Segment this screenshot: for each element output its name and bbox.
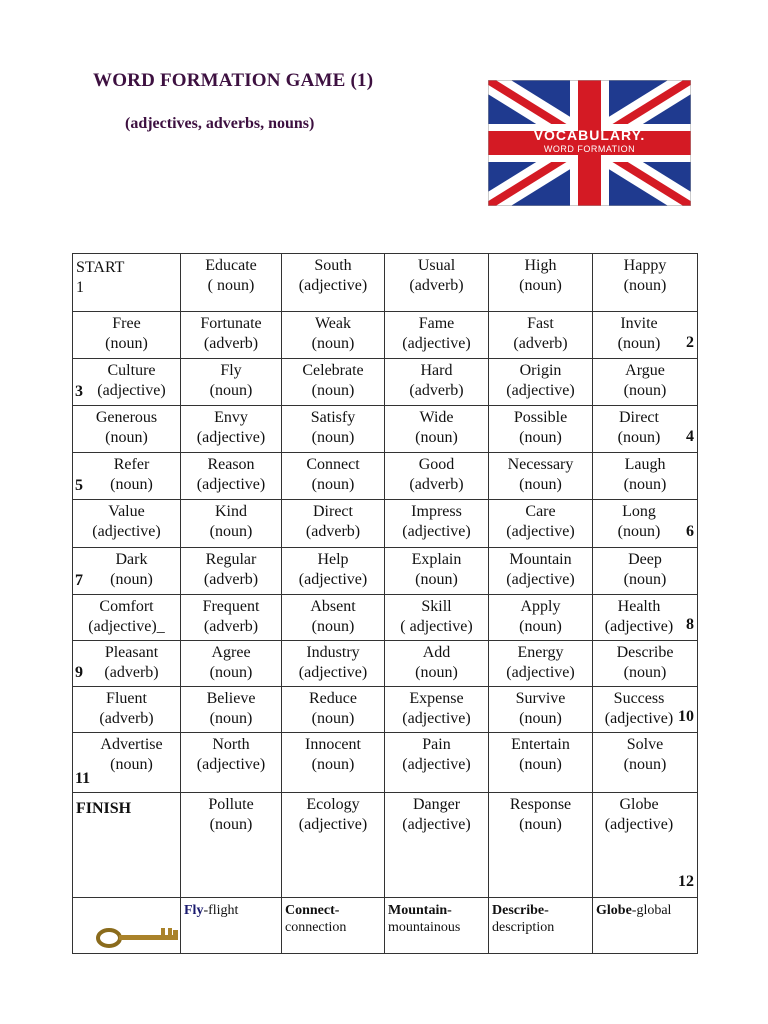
board-square bbox=[385, 254, 489, 312]
board-square bbox=[282, 254, 385, 312]
board-square bbox=[282, 687, 385, 733]
board-square bbox=[181, 500, 282, 548]
square-word: Entertain bbox=[511, 736, 570, 753]
square-word: Envy bbox=[214, 409, 248, 426]
square-part-of-speech: (adjective) bbox=[298, 277, 368, 294]
square-part-of-speech: (noun) bbox=[519, 476, 562, 493]
start-label: START bbox=[76, 259, 125, 276]
square-part-of-speech: (adverb) bbox=[513, 335, 568, 352]
board-square bbox=[73, 548, 181, 595]
square-word: North bbox=[212, 736, 250, 753]
square-part-of-speech: (noun) bbox=[519, 429, 562, 446]
square-part-of-speech: (noun) bbox=[311, 382, 355, 399]
square-part-of-speech: (adjective) bbox=[298, 571, 368, 588]
answer-base-word: Connect- bbox=[285, 903, 340, 918]
square-part-of-speech: (noun) bbox=[105, 335, 148, 352]
square-word: Energy bbox=[517, 644, 564, 661]
square-part-of-speech: (noun) bbox=[311, 756, 355, 773]
square-part-of-speech: (adjective) bbox=[604, 816, 674, 833]
square-word: Laugh bbox=[624, 456, 666, 473]
board-square bbox=[282, 595, 385, 641]
board-row bbox=[73, 641, 698, 687]
square-part-of-speech: (adjective) bbox=[506, 382, 575, 399]
board-square bbox=[593, 733, 698, 793]
square-part-of-speech: (noun) bbox=[105, 429, 148, 446]
board-square bbox=[282, 500, 385, 548]
board-row bbox=[73, 254, 698, 312]
square-part-of-speech: (noun) bbox=[110, 476, 153, 493]
answer-base-word: Describe- bbox=[492, 903, 549, 918]
board-square bbox=[489, 548, 593, 595]
square-part-of-speech: (noun) bbox=[110, 756, 153, 773]
square-number: 1 bbox=[76, 279, 84, 296]
square-part-of-speech: (noun) bbox=[623, 756, 667, 773]
square-part-of-speech: (adverb) bbox=[409, 476, 464, 493]
square-part-of-speech: (noun) bbox=[209, 523, 253, 540]
board-square bbox=[593, 641, 698, 687]
square-word: Ecology bbox=[306, 796, 360, 813]
square-part-of-speech: (noun) bbox=[209, 664, 253, 681]
board-square bbox=[489, 453, 593, 500]
board-square bbox=[181, 687, 282, 733]
square-part-of-speech: (noun) bbox=[617, 335, 661, 352]
answer-base-word: Mountain- bbox=[388, 903, 452, 918]
board-square bbox=[282, 312, 385, 359]
square-number: 9 bbox=[75, 664, 83, 681]
square-word: Long bbox=[622, 503, 656, 520]
board-square bbox=[282, 548, 385, 595]
square-word: Globe bbox=[619, 796, 659, 813]
key-icon bbox=[95, 921, 181, 951]
board-square bbox=[73, 595, 181, 641]
square-part-of-speech: (noun) bbox=[311, 335, 355, 352]
square-word: Skill bbox=[421, 598, 452, 615]
answer-square bbox=[385, 898, 489, 954]
board-square bbox=[489, 406, 593, 453]
board-square bbox=[385, 406, 489, 453]
square-part-of-speech: (noun) bbox=[617, 523, 661, 540]
board-row bbox=[73, 595, 698, 641]
square-part-of-speech: ( noun) bbox=[207, 277, 255, 294]
square-part-of-speech: (adverb) bbox=[409, 277, 464, 294]
board-square bbox=[489, 793, 593, 898]
square-number: 11 bbox=[75, 770, 91, 787]
square-word: Argue bbox=[625, 362, 665, 379]
square-part-of-speech: (noun) bbox=[623, 382, 667, 399]
square-word: South bbox=[314, 257, 352, 274]
key-square bbox=[73, 898, 181, 954]
square-word: Necessary bbox=[507, 456, 574, 473]
square-word: Free bbox=[112, 315, 141, 332]
board-square bbox=[385, 453, 489, 500]
square-word: Weak bbox=[314, 315, 352, 332]
page-subtitle: (adjectives, adverbs, nouns) bbox=[125, 115, 315, 132]
square-word: Satisfy bbox=[310, 409, 356, 426]
square-part-of-speech: (noun) bbox=[311, 618, 355, 635]
answer-derived-word: -global bbox=[631, 903, 672, 918]
square-part-of-speech: (adverb) bbox=[203, 618, 259, 635]
square-part-of-speech: (adjective) bbox=[97, 382, 166, 399]
board-square bbox=[385, 359, 489, 406]
board-square bbox=[593, 500, 698, 548]
board-square bbox=[181, 595, 282, 641]
square-word: Mountain bbox=[509, 551, 572, 568]
board-square bbox=[385, 641, 489, 687]
square-word: Comfort bbox=[99, 598, 154, 615]
square-word: Agree bbox=[211, 644, 251, 661]
board-square bbox=[489, 733, 593, 793]
game-board bbox=[72, 253, 698, 954]
square-number: 7 bbox=[75, 572, 83, 589]
board-square bbox=[593, 548, 698, 595]
square-word: Good bbox=[418, 456, 455, 473]
flag-subtitle: WORD FORMATION bbox=[543, 144, 636, 154]
square-part-of-speech: (adverb) bbox=[305, 523, 361, 540]
board-square bbox=[181, 254, 282, 312]
square-number: 6 bbox=[686, 523, 694, 540]
board-square bbox=[385, 595, 489, 641]
board-square bbox=[593, 254, 698, 312]
board-square bbox=[489, 500, 593, 548]
square-part-of-speech: (noun) bbox=[110, 571, 153, 588]
answer-derived-word: -flight bbox=[203, 903, 239, 918]
union-jack-flag-icon bbox=[488, 80, 691, 206]
square-part-of-speech: (noun) bbox=[623, 664, 667, 681]
board-square bbox=[181, 406, 282, 453]
square-part-of-speech: (adverb) bbox=[203, 335, 259, 352]
page-title: WORD FORMATION GAME (1) bbox=[93, 70, 374, 91]
square-part-of-speech: (noun) bbox=[415, 664, 458, 681]
square-word: Pollute bbox=[208, 796, 254, 813]
board-square bbox=[593, 312, 698, 359]
square-word: Generous bbox=[95, 409, 158, 426]
finish-square bbox=[73, 793, 181, 898]
square-part-of-speech: (adjective) bbox=[196, 476, 266, 493]
square-word: Value bbox=[108, 503, 145, 520]
square-word: Absent bbox=[310, 598, 356, 615]
board-square bbox=[385, 548, 489, 595]
square-word: Fortunate bbox=[200, 315, 262, 332]
board-square bbox=[593, 793, 698, 898]
square-part-of-speech: (adjective) bbox=[298, 664, 368, 681]
square-part-of-speech: (noun) bbox=[519, 710, 562, 727]
board-square bbox=[489, 595, 593, 641]
board-row bbox=[73, 312, 698, 359]
square-word: Hard bbox=[420, 362, 453, 379]
square-part-of-speech: (adjective) bbox=[506, 664, 575, 681]
square-number: 5 bbox=[75, 477, 83, 494]
square-word: Solve bbox=[626, 736, 664, 753]
square-part-of-speech: (adverb) bbox=[104, 664, 159, 681]
answer-derived-word: mountainous bbox=[388, 920, 461, 935]
square-part-of-speech: (noun) bbox=[209, 816, 253, 833]
square-word: Pain bbox=[422, 736, 451, 753]
square-word: Frequent bbox=[202, 598, 260, 615]
start-square bbox=[73, 254, 181, 312]
board-square bbox=[385, 312, 489, 359]
board-row bbox=[73, 733, 698, 793]
square-word: Believe bbox=[206, 690, 256, 707]
board-square bbox=[593, 359, 698, 406]
square-word: Health bbox=[617, 598, 661, 615]
board-square bbox=[489, 359, 593, 406]
board-row bbox=[73, 359, 698, 406]
union-jack-vocabulary-banner bbox=[488, 80, 691, 206]
square-part-of-speech: (adverb) bbox=[409, 382, 464, 399]
square-word: Expense bbox=[409, 690, 464, 707]
square-word: Danger bbox=[412, 796, 461, 813]
board-square bbox=[181, 453, 282, 500]
square-word: Wide bbox=[419, 409, 454, 426]
square-word: Origin bbox=[519, 362, 562, 379]
square-part-of-speech: (adjective) bbox=[298, 816, 368, 833]
square-word: Invite bbox=[620, 315, 658, 332]
square-part-of-speech: (noun) bbox=[311, 710, 355, 727]
board-square bbox=[385, 733, 489, 793]
board-square bbox=[181, 641, 282, 687]
board-square bbox=[181, 733, 282, 793]
board-square bbox=[489, 254, 593, 312]
square-word: Direct bbox=[313, 503, 353, 520]
board-square bbox=[593, 406, 698, 453]
square-part-of-speech: (noun) bbox=[209, 382, 253, 399]
board-square bbox=[181, 548, 282, 595]
square-word: Fame bbox=[418, 315, 455, 332]
square-part-of-speech: (adjective)_ bbox=[88, 618, 165, 635]
board-square bbox=[73, 641, 181, 687]
answer-square bbox=[282, 898, 385, 954]
square-word: Refer bbox=[113, 456, 150, 473]
square-word: Pleasant bbox=[104, 644, 159, 661]
square-part-of-speech: (adverb) bbox=[203, 571, 259, 588]
square-word: Industry bbox=[306, 644, 360, 661]
board-square bbox=[282, 733, 385, 793]
square-part-of-speech: (noun) bbox=[519, 618, 562, 635]
square-word: Explain bbox=[411, 551, 462, 568]
board-row bbox=[73, 687, 698, 733]
square-word: Reduce bbox=[309, 690, 357, 707]
square-number: 10 bbox=[678, 708, 694, 725]
square-word: Educate bbox=[205, 257, 257, 274]
answer-square bbox=[593, 898, 698, 954]
board-square bbox=[385, 500, 489, 548]
square-word: Innocent bbox=[305, 736, 361, 753]
square-word: Fly bbox=[220, 362, 242, 379]
square-word: Impress bbox=[411, 503, 462, 520]
board-square bbox=[593, 453, 698, 500]
square-part-of-speech: (noun) bbox=[311, 476, 355, 493]
square-part-of-speech: ( adjective) bbox=[400, 618, 473, 635]
answer-base-word: Globe bbox=[596, 903, 632, 918]
square-word: Celebrate bbox=[302, 362, 364, 379]
board-square bbox=[489, 312, 593, 359]
square-number: 12 bbox=[678, 873, 694, 890]
square-word: Add bbox=[422, 644, 451, 661]
square-part-of-speech: (noun) bbox=[311, 429, 355, 446]
square-word: Deep bbox=[628, 551, 662, 568]
square-word: Help bbox=[317, 551, 349, 568]
square-word: Usual bbox=[417, 257, 456, 274]
square-word: High bbox=[524, 257, 557, 274]
board-row bbox=[73, 793, 698, 898]
square-part-of-speech: (noun) bbox=[415, 571, 458, 588]
board-row bbox=[73, 500, 698, 548]
square-number: 8 bbox=[686, 616, 694, 633]
square-part-of-speech: (adjective) bbox=[92, 523, 161, 540]
board-square bbox=[181, 359, 282, 406]
board-square bbox=[489, 641, 593, 687]
square-part-of-speech: (adjective) bbox=[506, 523, 575, 540]
finish-label: FINISH bbox=[76, 800, 132, 817]
square-part-of-speech: (adjective) bbox=[196, 756, 266, 773]
board-square bbox=[385, 687, 489, 733]
square-word: Fluent bbox=[106, 690, 147, 707]
square-word: Regular bbox=[205, 551, 257, 568]
board-row bbox=[73, 548, 698, 595]
board-square bbox=[73, 687, 181, 733]
square-part-of-speech: (adjective) bbox=[402, 756, 471, 773]
square-number: 3 bbox=[75, 383, 83, 400]
square-word: Direct bbox=[619, 409, 659, 426]
board-square bbox=[282, 406, 385, 453]
square-word: Happy bbox=[623, 257, 667, 274]
board-row bbox=[73, 453, 698, 500]
square-word: Describe bbox=[616, 644, 674, 661]
board-square bbox=[181, 312, 282, 359]
square-word: Possible bbox=[513, 409, 568, 426]
square-part-of-speech: (adjective) bbox=[604, 618, 674, 635]
square-part-of-speech: (adjective) bbox=[402, 710, 471, 727]
square-word: Survive bbox=[515, 690, 566, 707]
square-part-of-speech: (noun) bbox=[623, 571, 667, 588]
square-part-of-speech: (noun) bbox=[519, 816, 562, 833]
answer-key-row bbox=[73, 898, 698, 954]
square-part-of-speech: (noun) bbox=[623, 277, 667, 294]
board-square bbox=[385, 793, 489, 898]
answer-square bbox=[489, 898, 593, 954]
square-part-of-speech: (noun) bbox=[617, 429, 661, 446]
square-word: Fast bbox=[527, 315, 554, 332]
square-part-of-speech: (noun) bbox=[519, 277, 562, 294]
board-square bbox=[73, 359, 181, 406]
board-row bbox=[73, 406, 698, 453]
board-square bbox=[593, 595, 698, 641]
square-word: Dark bbox=[115, 551, 148, 568]
square-part-of-speech: (adverb) bbox=[99, 710, 154, 727]
board-square bbox=[181, 793, 282, 898]
square-word: Culture bbox=[107, 362, 156, 379]
board-square bbox=[73, 500, 181, 548]
flag-title: VOCABULARY. bbox=[533, 127, 646, 143]
board-square bbox=[282, 793, 385, 898]
square-word: Advertise bbox=[100, 736, 163, 753]
square-word: Care bbox=[525, 503, 556, 520]
board-square bbox=[282, 453, 385, 500]
square-part-of-speech: (adjective) bbox=[196, 429, 266, 446]
answer-square bbox=[181, 898, 282, 954]
answer-derived-word: connection bbox=[285, 920, 347, 935]
square-word: Apply bbox=[520, 598, 561, 615]
square-word: Kind bbox=[215, 503, 247, 520]
square-part-of-speech: (adjective) bbox=[604, 710, 674, 727]
square-word: Connect bbox=[306, 456, 360, 473]
answer-derived-word: description bbox=[492, 920, 555, 935]
board-square bbox=[73, 453, 181, 500]
square-part-of-speech: (noun) bbox=[623, 476, 667, 493]
square-word: Success bbox=[613, 690, 665, 707]
board-square bbox=[282, 359, 385, 406]
square-number: 2 bbox=[686, 334, 694, 351]
square-part-of-speech: (adjective) bbox=[402, 523, 471, 540]
square-number: 4 bbox=[686, 428, 694, 445]
square-part-of-speech: (adjective) bbox=[402, 816, 471, 833]
square-part-of-speech: (noun) bbox=[415, 429, 458, 446]
board-square bbox=[593, 687, 698, 733]
square-part-of-speech: (noun) bbox=[209, 710, 253, 727]
square-part-of-speech: (noun) bbox=[519, 756, 562, 773]
board-square bbox=[489, 687, 593, 733]
square-part-of-speech: (adjective) bbox=[402, 335, 471, 352]
board-square bbox=[73, 406, 181, 453]
board-square bbox=[282, 641, 385, 687]
answer-base-word: Fly bbox=[184, 903, 204, 918]
square-part-of-speech: (adjective) bbox=[506, 571, 575, 588]
square-word: Response bbox=[509, 796, 572, 813]
board-square bbox=[73, 312, 181, 359]
board-square bbox=[73, 733, 181, 793]
square-word: Reason bbox=[207, 456, 255, 473]
